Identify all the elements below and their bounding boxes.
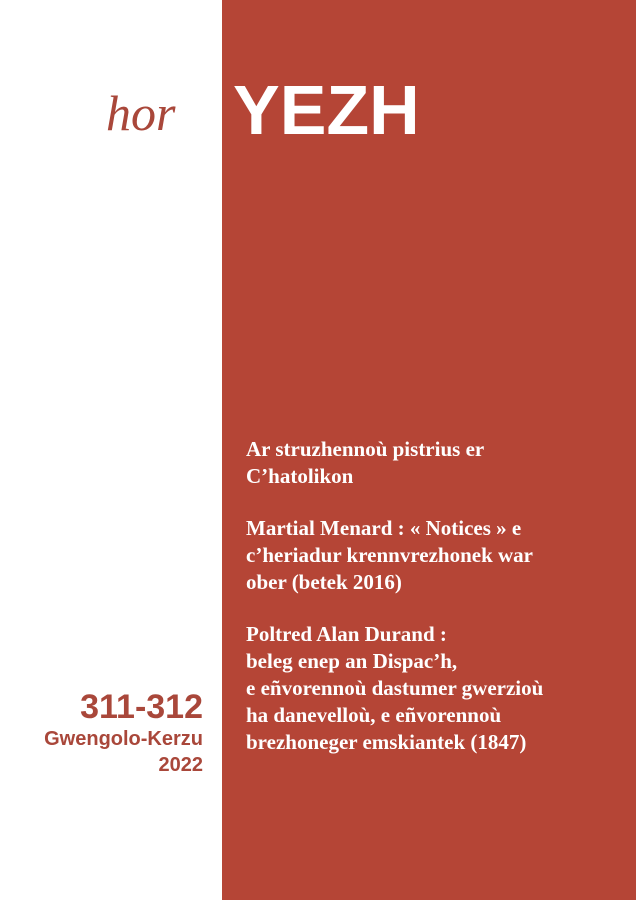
article-line: Poltred Alan Durand : bbox=[246, 622, 447, 646]
table-of-contents bbox=[246, 436, 626, 781]
article-3 bbox=[246, 621, 626, 756]
masthead-prefix: hor bbox=[106, 85, 176, 141]
article-line: c’heriadur krennvrezhonek war bbox=[246, 543, 533, 567]
article-line: C’hatolikon bbox=[246, 464, 354, 488]
article-line: ha danevelloù, e eñvorennoù bbox=[246, 703, 502, 727]
article-line: e eñvorennoù dastumer gwerzioù bbox=[246, 676, 544, 700]
article-2 bbox=[246, 515, 626, 596]
article-line: brezhoneger emskiantek (1847) bbox=[246, 730, 527, 754]
issue-months: Gwengolo-Kerzu bbox=[44, 728, 203, 750]
issue-info bbox=[44, 688, 203, 778]
issue-year: 2022 bbox=[158, 754, 203, 776]
masthead-title: YEZH bbox=[233, 71, 420, 149]
article-line: beleg enep an Dispac’h, bbox=[246, 649, 458, 673]
article-line: ober (betek 2016) bbox=[246, 570, 402, 594]
article-line: Ar struzhennoù pistrius er bbox=[246, 437, 485, 461]
article-line: Martial Menard : « Notices » e bbox=[246, 516, 522, 540]
article-1 bbox=[246, 436, 626, 490]
issue-number: 311-312 bbox=[80, 688, 203, 726]
